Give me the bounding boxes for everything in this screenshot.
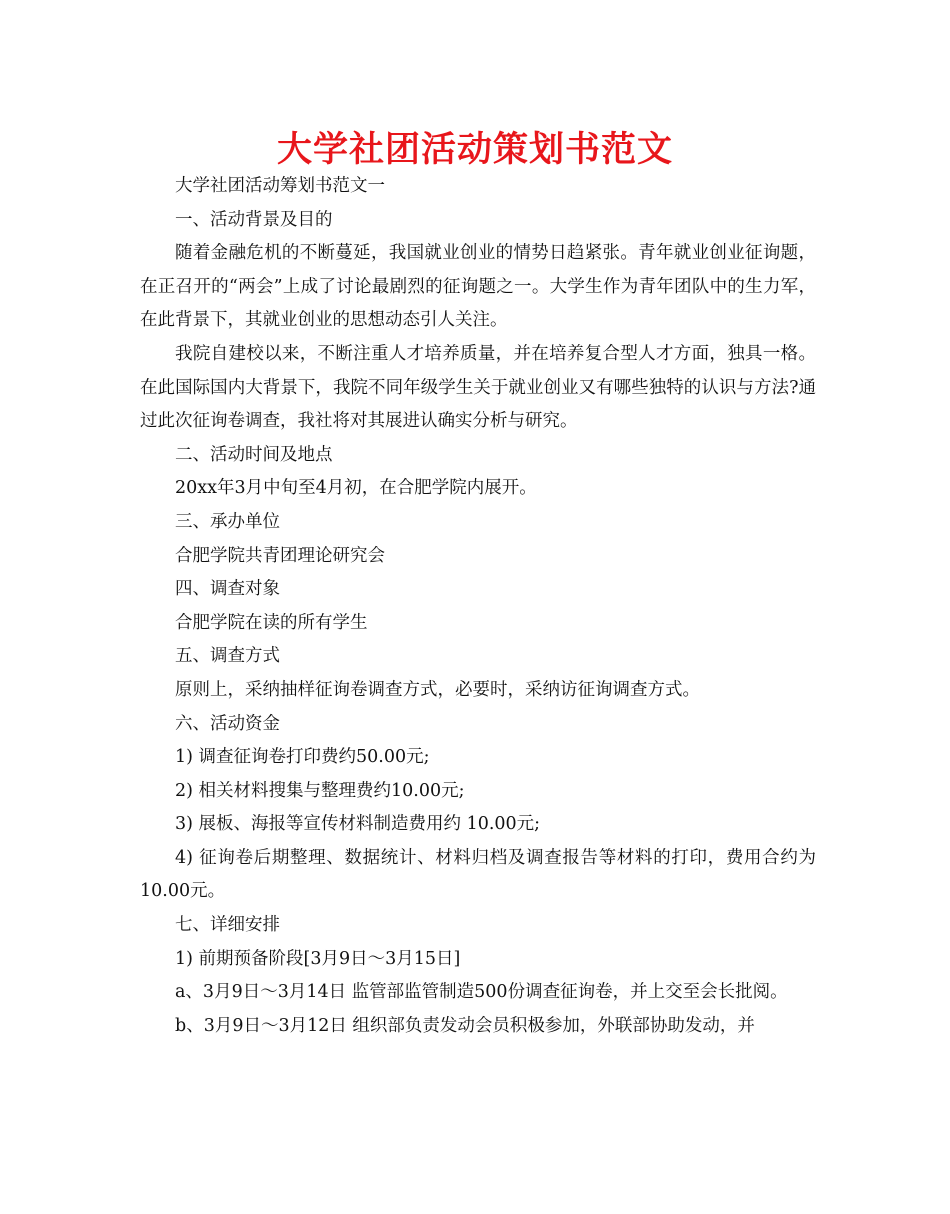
section-heading-organizer: 三、承办单位 bbox=[175, 511, 280, 532]
list-item-funding-4: 4) 征询卷后期整理、数据统计、材料归档及调查报告等材料的打印，费用合约为10.00元。 bbox=[140, 847, 816, 902]
document-body bbox=[140, 170, 816, 1043]
paragraph-time-place: 20xx年3月中旬至4月初，在合肥学院内展开。 bbox=[175, 478, 537, 499]
list-item-funding-1: 1) 调查征询卷打印费约50.00元; bbox=[175, 747, 430, 768]
list-item-funding-3: 3) 展板、海报等宣传材料制造费用约 10.00元; bbox=[175, 814, 541, 835]
section-heading-background: 一、活动背景及目的 bbox=[175, 209, 333, 230]
list-item-schedule-1: 1) 前期预备阶段[3月9日～3月15日] bbox=[175, 948, 461, 969]
subtitle-paragraph: 大学社团活动筹划书范文一 bbox=[175, 176, 385, 196]
list-item-funding-2: 2) 相关材料搜集与整理费约10.00元; bbox=[175, 780, 465, 801]
list-item-schedule-a: a、3月9日～3月14日 监管部监管制造500份调查征询卷，并上交至会长批阅。 bbox=[175, 982, 788, 1003]
section-heading-method: 五、调查方式 bbox=[175, 646, 280, 667]
document-title: 大学社团活动策划书范文 bbox=[276, 130, 673, 170]
list-item-schedule-b: b、3月9日～3月12日 组织部负责发动会员积极参加，外联部协助发动，并 bbox=[175, 1015, 755, 1036]
section-heading-funding: 六、活动资金 bbox=[175, 713, 280, 734]
paragraph-method: 原则上，采纳抽样征询卷调查方式，必要时，采纳访征询调查方式。 bbox=[175, 679, 700, 700]
paragraph-organizer: 合肥学院共青团理论研究会 bbox=[175, 545, 385, 566]
section-heading-schedule: 七、详细安排 bbox=[175, 915, 280, 936]
section-heading-subjects: 四、调查对象 bbox=[175, 579, 280, 600]
paragraph-background: 随着金融危机的不断蔓延，我国就业创业的情势日趋紧张。青年就业创业征询题，在正召开的“两会”上成了讨论最剧烈的征询题之一。大学生作为青年团队中的生力军，在此背景下，其就业创业的思想动态引人关注。 bbox=[140, 243, 816, 331]
section-heading-time-place: 二、活动时间及地点 bbox=[175, 444, 333, 465]
paragraph-college: 我院自建校以来，不断注重人才培养质量，并在培养复合型人才方面，独具一格。在此国际国内大背景下，我院不同年级学生关于就业创业又有哪些独特的认识与方法?通过此次征询卷调查，我社将对其展进认确实分析与研究。 bbox=[140, 343, 816, 432]
paragraph-subjects: 合肥学院在读的所有学生 bbox=[175, 612, 368, 633]
